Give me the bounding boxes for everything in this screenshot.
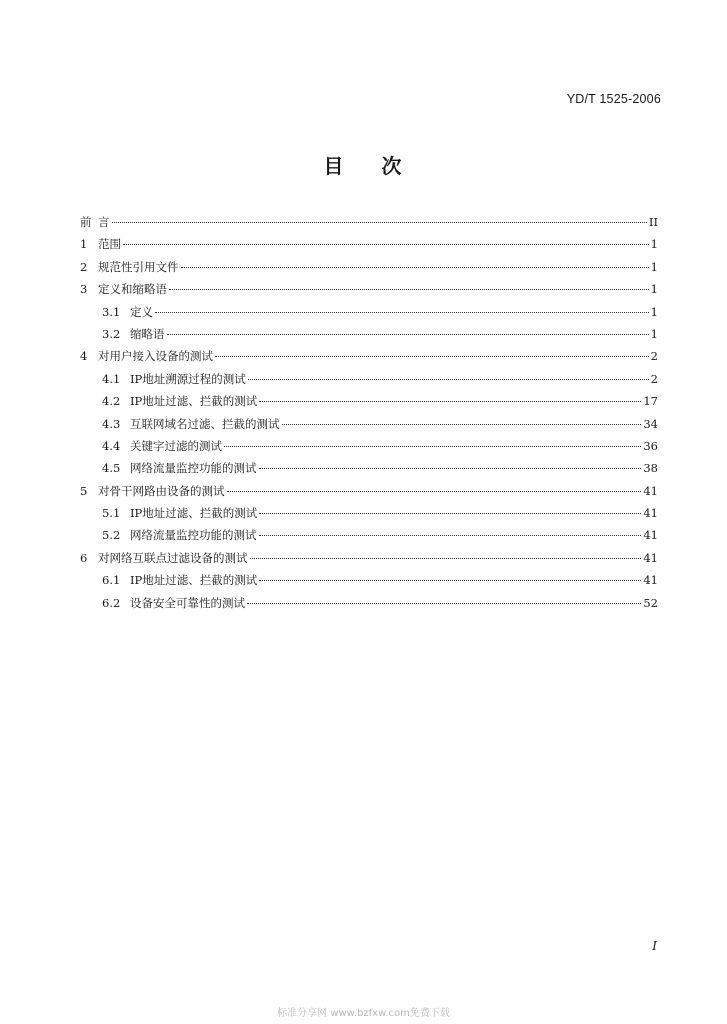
toc-entry-number: 2 — [80, 259, 88, 274]
toc-entry-number: 4.1 — [102, 371, 121, 386]
toc-entry-number: 4.2 — [102, 394, 121, 409]
toc-entry-label: 设备安全可靠性的测试 — [130, 595, 245, 610]
toc-entry-page: 1 — [650, 237, 658, 252]
toc-entry[interactable] — [80, 326, 658, 348]
toc-entry-page: 1 — [650, 259, 658, 274]
toc-entry-label: IP地址过滤、拦截的测试 — [130, 394, 258, 409]
toc-entry[interactable] — [80, 527, 658, 549]
toc-entry-label: 网络流量监控功能的测试 — [130, 461, 257, 476]
page-number: I — [652, 939, 657, 953]
toc-entry-page: 41 — [643, 573, 658, 588]
toc-entry[interactable] — [80, 595, 658, 617]
table-of-contents — [80, 214, 658, 617]
toc-dot-leader — [248, 379, 649, 380]
toc-dot-leader — [224, 446, 641, 447]
toc-entry-number: 1 — [80, 237, 88, 252]
watermark: 标准分享网 www.bzfxw.com免费下载 — [277, 1008, 450, 1019]
toc-entry-number: 4 — [80, 349, 88, 364]
toc-dot-leader — [259, 535, 642, 536]
toc-entry[interactable] — [80, 393, 658, 415]
toc-entry[interactable] — [80, 371, 658, 393]
toc-entry-number: 4.4 — [102, 438, 121, 453]
toc-entry-label: 规范性引用文件 — [98, 259, 179, 274]
toc-entry-number: 6.2 — [102, 595, 121, 610]
title-char-2: 次 — [381, 154, 404, 178]
toc-entry-number: 3.1 — [102, 304, 121, 319]
page-title — [0, 150, 727, 179]
toc-entry[interactable] — [80, 236, 658, 258]
toc-entry-label: IP地址过滤、拦截的测试 — [130, 506, 258, 521]
toc-entry[interactable] — [80, 460, 658, 482]
toc-dot-leader — [259, 468, 642, 469]
toc-entry[interactable] — [80, 348, 658, 370]
toc-entry-number: 5.2 — [102, 528, 121, 543]
toc-entry-number: 5.1 — [102, 506, 121, 521]
toc-entry[interactable] — [80, 304, 658, 326]
toc-entry-label: IP地址溯源过程的测试 — [130, 371, 246, 386]
toc-entry-label: 缩略语 — [130, 326, 165, 341]
toc-entry[interactable] — [80, 214, 658, 236]
toc-dot-leader — [259, 513, 641, 514]
toc-entry-page: 2 — [650, 371, 658, 386]
toc-entry-number: 6 — [80, 550, 88, 565]
toc-entry-page: 36 — [643, 438, 658, 453]
toc-entry-label: 范围 — [98, 237, 121, 252]
toc-entry-label: 关键字过滤的测试 — [130, 438, 222, 453]
toc-entry-page: 41 — [643, 506, 658, 521]
toc-entry-number: 4.5 — [102, 461, 121, 476]
toc-entry[interactable] — [80, 281, 658, 303]
toc-entry-label: 互联网域名过滤、拦截的测试 — [130, 416, 280, 431]
toc-entry-label: 对网络互联点过滤设备的测试 — [98, 550, 248, 565]
toc-entry-label: 定义 — [130, 304, 153, 319]
toc-entry-number: 前 — [80, 215, 92, 229]
toc-entry[interactable] — [80, 550, 658, 572]
toc-dot-leader — [215, 356, 649, 357]
toc-entry[interactable] — [80, 483, 658, 505]
toc-entry-page: 41 — [643, 528, 658, 543]
toc-entry-page: 52 — [643, 595, 658, 610]
toc-dot-leader — [247, 603, 641, 604]
toc-entry-page: 41 — [643, 550, 658, 565]
toc-dot-leader — [112, 222, 647, 223]
toc-entry[interactable] — [80, 259, 658, 281]
toc-entry[interactable] — [80, 505, 658, 527]
toc-entry-label: 对骨干网路由设备的测试 — [98, 483, 225, 498]
toc-dot-leader — [282, 424, 642, 425]
toc-entry-page: 2 — [650, 349, 658, 364]
toc-entry-label: 对用户接入设备的测试 — [98, 349, 213, 364]
toc-entry-number: 3.2 — [102, 326, 121, 341]
toc-dot-leader — [167, 334, 649, 335]
toc-entry-number: 4.3 — [102, 416, 121, 431]
toc-dot-leader — [250, 558, 642, 559]
toc-entry-page: 38 — [643, 461, 658, 476]
toc-dot-leader — [181, 267, 649, 268]
standard-code: YD/T 1525-2006 — [566, 92, 661, 106]
toc-entry-number: 6.1 — [102, 573, 121, 588]
toc-dot-leader — [155, 312, 649, 313]
toc-entry-page: II — [648, 215, 658, 229]
toc-entry-label: IP地址过滤、拦截的测试 — [130, 573, 258, 588]
toc-entry-label: 定义和缩略语 — [98, 282, 167, 297]
toc-entry-page: 1 — [650, 282, 658, 297]
toc-dot-leader — [227, 491, 642, 492]
toc-entry[interactable] — [80, 416, 658, 438]
toc-entry-label: 言 — [98, 215, 110, 229]
toc-entry-number: 3 — [80, 282, 88, 297]
toc-entry-page: 17 — [643, 394, 658, 409]
toc-entry-page: 41 — [643, 483, 658, 498]
toc-entry-label: 网络流量监控功能的测试 — [130, 528, 257, 543]
toc-entry-page: 1 — [650, 326, 658, 341]
toc-dot-leader — [259, 401, 641, 402]
title-char-1: 目 — [323, 154, 346, 178]
toc-entry[interactable] — [80, 438, 658, 460]
toc-entry-page: 34 — [643, 416, 658, 431]
toc-entry[interactable] — [80, 572, 658, 594]
toc-dot-leader — [123, 244, 649, 245]
toc-dot-leader — [259, 580, 641, 581]
toc-entry-page: 1 — [650, 304, 658, 319]
toc-entry-number: 5 — [80, 483, 88, 498]
toc-dot-leader — [169, 289, 649, 290]
